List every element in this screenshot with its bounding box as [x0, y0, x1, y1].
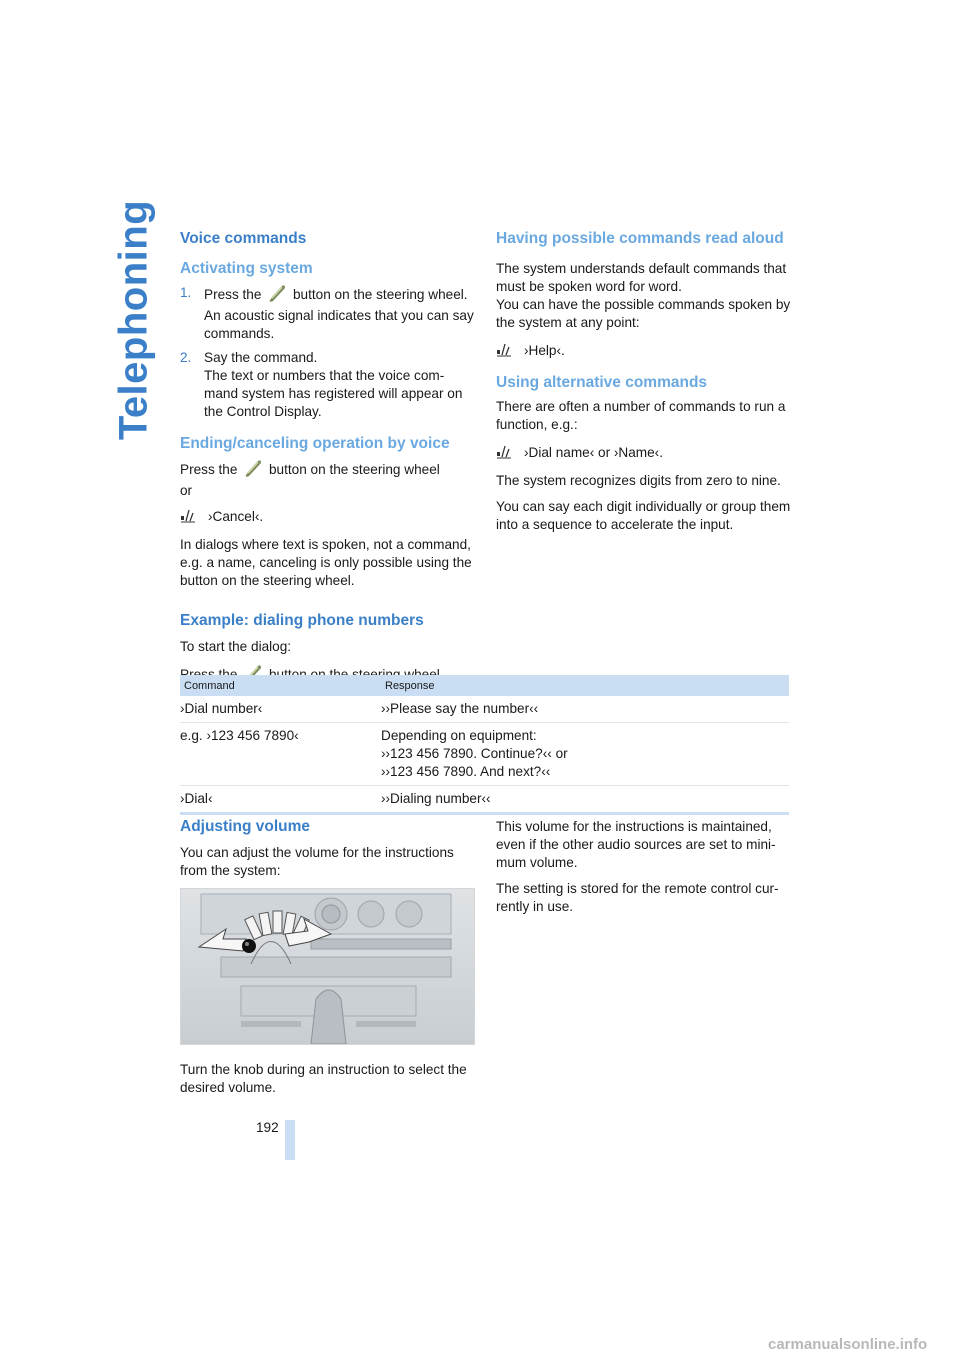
header-command: Command [184, 679, 235, 692]
volume-paragraph-1: You can adjust the volume for the instructions from the system: [180, 845, 454, 878]
volume-right [496, 818, 791, 924]
voice-command-icon [496, 341, 524, 360]
voice-command-dial-name [496, 442, 791, 462]
example-start: To start the dialog: [180, 639, 292, 654]
step-number: 1. [180, 285, 192, 300]
ending-text: button on the steering wheel [268, 462, 440, 477]
volume-right-paragraph-1: This volume for the instructions is maintained, even if the other audio sources are set to mini-mum volume. [496, 819, 776, 870]
row-response: ››Please say the number‹‹ [381, 701, 539, 716]
response-line: ››123 456 7890. Continue?‹‹ or [381, 746, 568, 761]
watermark: carmanualsonline.info [768, 1336, 928, 1353]
ending-or: or [180, 483, 193, 498]
step-detail: An acoustic signal indicates that you can say commands. [204, 308, 474, 341]
talk-button-icon [267, 284, 287, 307]
table-row [180, 696, 789, 723]
table-row [180, 786, 789, 812]
table-header [180, 675, 789, 696]
page-number: 192 [256, 1120, 279, 1135]
response-line: ››123 456 7890. And next?‹‹ [381, 764, 551, 779]
heading-read-aloud: Having possible commands read aloud [496, 230, 784, 247]
heading-voice-commands: Voice commands [180, 230, 307, 247]
alt-paragraph-2: The system recognizes digits from zero to nine. [496, 473, 781, 488]
response-line: Depending on equipment: [381, 728, 537, 743]
voice-command-help [496, 340, 791, 360]
step-2 [180, 349, 475, 421]
page-marker-bar [285, 1120, 295, 1160]
alt-paragraph-3: You can say each digit individually or group them into a sequence to accelerate the input. [496, 499, 791, 532]
table-row [180, 723, 789, 786]
heading-alternative-commands: Using alternative commands [496, 374, 708, 391]
volume-right-paragraph-2: The setting is stored for the remote control cur-rently in use. [496, 881, 779, 914]
row-response: ››Dialing number‹‹ [381, 791, 491, 806]
dial-name-command-text: ›Dial name‹ or ›Name‹. [524, 444, 663, 460]
step-detail: The text or numbers that the voice com-mand system has registered will appear on the Control Display. [204, 368, 463, 419]
heading-activating-system: Activating system [180, 260, 313, 277]
right-column [496, 230, 791, 542]
heading-example-dialing: Example: dialing phone numbers [180, 612, 424, 629]
header-response: Response [385, 679, 435, 692]
dialing-table [180, 675, 789, 815]
step-1 [180, 284, 475, 343]
voice-command-icon [496, 443, 524, 462]
table-bottom-rule [180, 812, 789, 815]
read-paragraph-1: The system understands default commands that must be spoken word for word. [496, 261, 787, 294]
volume-left [180, 818, 475, 1105]
alt-paragraph-1: There are often a number of commands to run a function, e.g.: [496, 399, 786, 432]
step-number: 2. [180, 350, 192, 365]
voice-command-icon [180, 507, 208, 526]
help-command-text: ›Help‹. [524, 342, 565, 358]
chapter-side-title-text: Telephoning [111, 199, 156, 441]
row-command: ›Dial number‹ [180, 701, 263, 716]
center-console-photo [180, 888, 475, 1045]
chapter-side-title [111, 199, 156, 441]
row-response [381, 727, 789, 781]
talk-button-icon [243, 459, 263, 482]
ending-note: In dialogs where text is spoken, not a command, e.g. a name, canceling is only possible using the button on the steering wheel. [180, 537, 472, 588]
cancel-command-text: ›Cancel‹. [208, 508, 264, 524]
step-text: Press the [204, 287, 262, 302]
heading-adjusting-volume: Adjusting volume [180, 818, 311, 835]
step-text: Say the command. [204, 350, 318, 365]
heading-ending-canceling: Ending/canceling operation by voice [180, 435, 450, 452]
voice-command-cancel [180, 506, 475, 526]
left-column [180, 230, 475, 695]
volume-paragraph-2: Turn the knob during an instruction to select the desired volume. [180, 1062, 467, 1095]
read-paragraph-2: You can have the possible commands spoken by the system at any point: [496, 297, 791, 330]
row-command: e.g. ›123 456 7890‹ [180, 728, 299, 743]
row-command: ›Dial‹ [180, 791, 213, 806]
ending-paragraph [180, 459, 475, 500]
ending-text: Press the [180, 462, 238, 477]
step-text: button on the steering wheel. [292, 287, 468, 302]
